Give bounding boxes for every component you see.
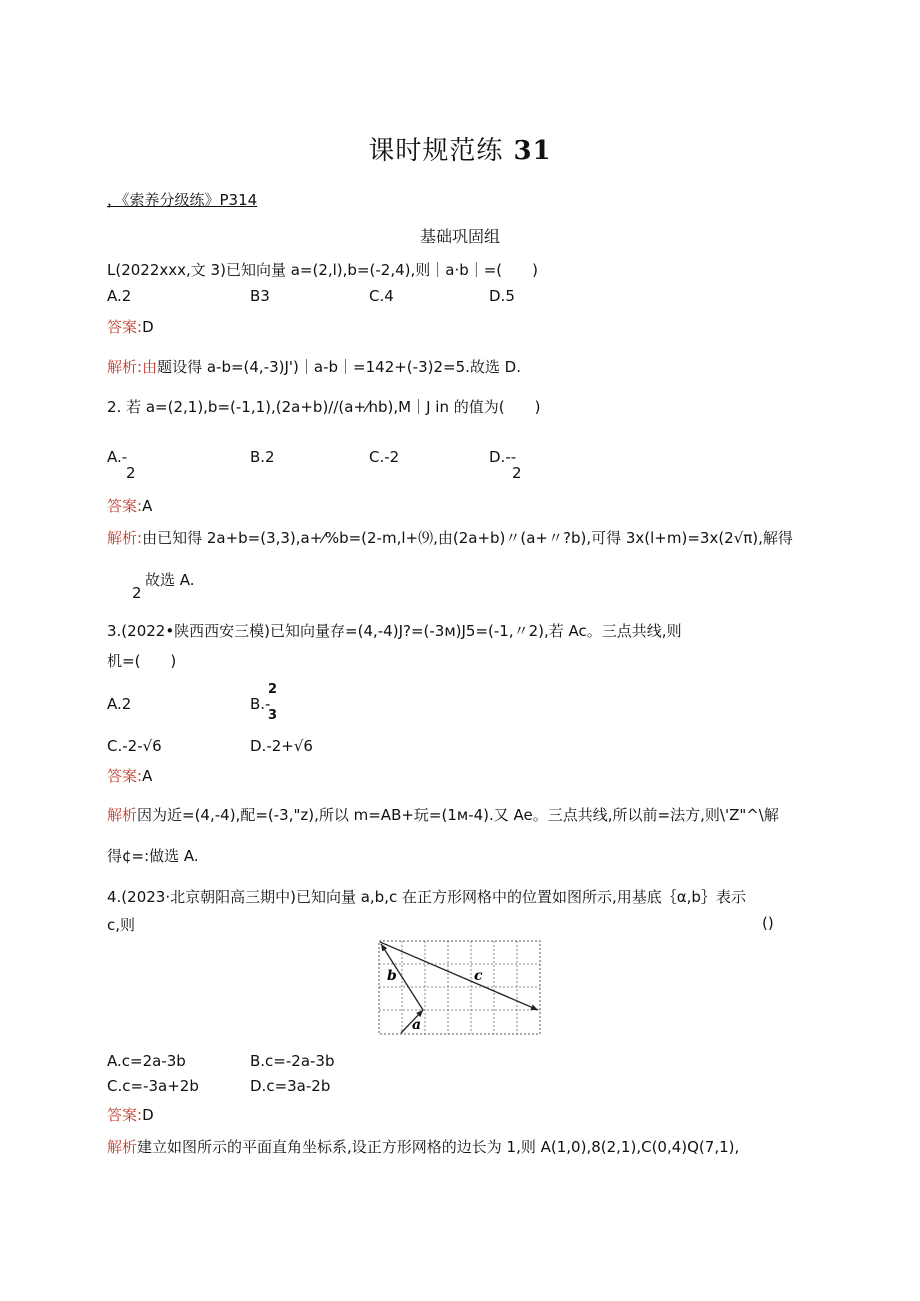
q1-option-b: B3 <box>250 287 270 305</box>
answer-label: 答案: <box>107 1106 143 1124</box>
label-a: a <box>412 1017 422 1033</box>
q2-option-a: A.- <box>107 448 128 466</box>
q1-option-d: D.5 <box>489 287 515 305</box>
label-b: b <box>387 968 397 984</box>
q4-analysis <box>107 1136 739 1157</box>
q2-option-b: B.2 <box>250 448 275 466</box>
title-text: 课时规范练 <box>368 136 504 166</box>
q4-stem-line1: 4.(2023·北京朝阳高三期中)已知向量 a,b,c 在正方形网格中的位置如图所示,用基底｛α,b｝表示 <box>107 888 746 906</box>
q2-stem: 2. 若 a=(2,1),b=(-1,1),(2a+b)//(a+⁄hb),M｜J in 的值为( ) <box>107 398 541 416</box>
q2-option-a-denominator: 2 <box>126 464 136 482</box>
q2-option-d-denominator: 2 <box>512 464 522 482</box>
q3-analysis-line2: 得¢=:做选 A. <box>107 847 199 865</box>
analysis-label: 解析 <box>107 1138 138 1156</box>
q4-option-c: C.c=-3a+2b <box>107 1077 199 1095</box>
analysis-text: 因为近=(4,-4),配=(-3,"z),所以 m=AB+玩=(1м-4).又 Ae。三点共线,所以前=法方,则\'Z"^\解 <box>137 806 779 824</box>
vector-grid-figure <box>378 940 542 1036</box>
q1-option-c: C.4 <box>369 287 394 305</box>
analysis-label: 解析: <box>107 529 143 547</box>
q2-analysis-tail-denominator: 2 <box>132 584 142 602</box>
q4-option-b: B.c=-2a-3b <box>250 1052 335 1070</box>
analysis-text: 由已知得 2a+b=(3,3),a+⁄%b=(2-m,l+⑼,由(2a+b)〃(a+〃?b),可得 3x(l+m)=3x(2√π),解得 <box>142 529 793 547</box>
answer-label: 答案: <box>107 497 143 515</box>
q2-answer <box>107 495 152 516</box>
q1-option-a: A.2 <box>107 287 132 305</box>
q2-analysis <box>107 527 793 548</box>
q1-answer <box>107 316 154 337</box>
label-c: c <box>474 968 483 984</box>
answer-value: D <box>142 318 154 336</box>
q2-option-d: D.-- <box>489 448 517 466</box>
q4-option-d: D.c=3a-2b <box>250 1077 331 1095</box>
q3-stem-line1: 3.(2022•陕西西安三模)已知向量存=(4,-4)J?=(-3м)J5=(-1,〃2),若 Ac。三点共线,则 <box>107 622 682 640</box>
title-number: 31 <box>513 136 552 166</box>
q4-answer-paren: () <box>762 914 774 932</box>
q2-analysis-tail: 故选 A. <box>145 571 195 589</box>
answer-value: A <box>142 767 153 785</box>
answer-label: 答案: <box>107 767 143 785</box>
q3-option-c: C.-2-√6 <box>107 737 162 755</box>
answer-value: D <box>142 1106 154 1124</box>
q2-option-c: C.-2 <box>369 448 400 466</box>
analysis-text: 建立如图所示的平面直角坐标系,设正方形网格的边长为 1,则 A(1,0),8(2,1),C(0,4)Q(7,1), <box>137 1138 740 1156</box>
q4-option-a: A.c=2a-3b <box>107 1052 186 1070</box>
analysis-head: 由 <box>142 358 158 376</box>
q4-stem-line2: c,则 <box>107 916 136 934</box>
q3-option-b: B.- <box>250 695 271 713</box>
q1-stem: L(2022xxx,文 3)已知向量 a=(2,l),b=(-2,4),则｜a·b｜=( ) <box>107 261 539 279</box>
section-heading: 基础巩固组 <box>419 227 500 246</box>
q3-stem-line2: 机=( ) <box>107 652 177 670</box>
q4-answer <box>107 1104 154 1125</box>
q3-answer <box>107 765 152 786</box>
grid-border <box>379 941 540 1034</box>
answer-label: 答案: <box>107 318 143 336</box>
q3-option-b-denominator: 3 <box>268 708 278 723</box>
q3-option-d: D.-2+√6 <box>250 737 313 755</box>
q1-analysis <box>107 356 521 377</box>
analysis-text: 题设得 a-b=(4,-3)J')｜a-b｜=142+(-3)2=5.故选 D. <box>157 358 521 376</box>
page-title <box>0 130 920 167</box>
answer-value: A <box>142 497 153 515</box>
source-reference: ，《索养分级练》P314 <box>107 191 258 209</box>
q3-analysis-line1 <box>107 804 779 825</box>
q3-option-b-numerator: 2 <box>268 682 278 697</box>
q3-option-a: A.2 <box>107 695 132 713</box>
analysis-label: 解析: <box>107 358 143 376</box>
analysis-label: 解析 <box>107 806 138 824</box>
